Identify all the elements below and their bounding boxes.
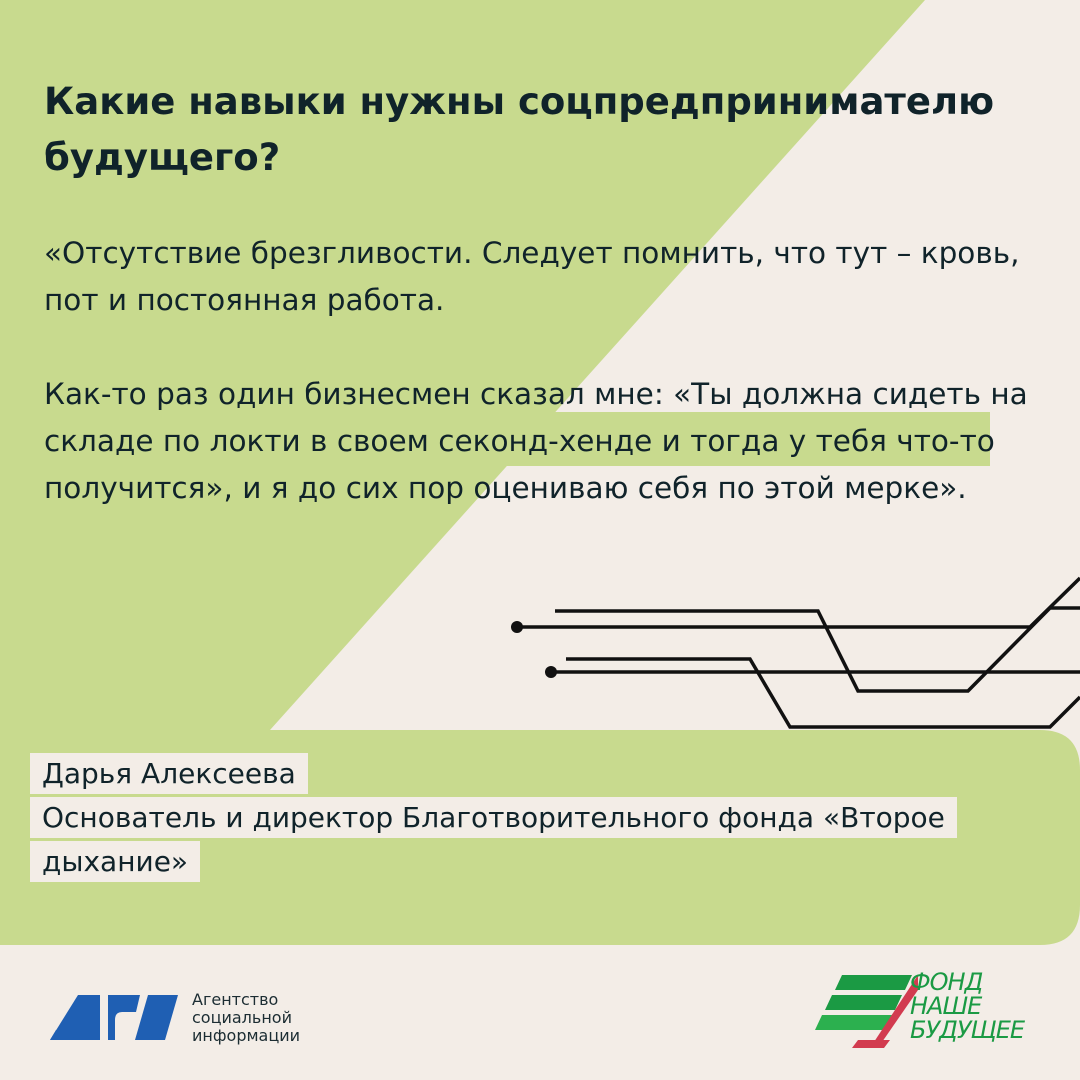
author-role: Основатель и директор Благотворительного фонда «Второе дыхание» (30, 797, 957, 882)
asi-logo-icon (50, 995, 178, 1040)
fond-line-2: НАШЕ (910, 992, 982, 1020)
asi-line-3: информации (192, 1026, 301, 1045)
fond-logo-icon (815, 975, 918, 1048)
quote-paragraph-1: «Отсутствие брезгливости. Следует помнить, что тут – кровь, пот и постоянная работа. (44, 236, 1020, 317)
quote-block (44, 230, 1044, 512)
fond-line-3: БУДУЩЕЕ (910, 1016, 1025, 1044)
fond-line-1: ФОНД (910, 968, 983, 996)
quote-paragraph-2: Как-то раз один бизнесмен сказал мне: «Ты должна сидеть на складе по локти в своем секонд-хенде и тогда у тебя что-то получится», и я до сих пор оцениваю себя по этой мерке». (44, 377, 1028, 505)
fond-logo-text (910, 970, 1060, 1042)
asi-line-1: Агентство (192, 990, 279, 1009)
line-dot-1 (511, 621, 523, 633)
line-1 (517, 578, 1080, 627)
author-block (30, 752, 1070, 884)
decorative-lines (517, 578, 1080, 727)
author-name: Дарья Алексеева (30, 753, 308, 794)
page-title: Какие навыки нужны соцпредпринимателю будущего? (44, 80, 995, 179)
asi-logo-text (192, 991, 332, 1045)
line-4 (566, 659, 1080, 727)
asi-line-2: социальной (192, 1008, 292, 1027)
line-dot-2 (545, 666, 557, 678)
line-2 (555, 608, 1080, 691)
